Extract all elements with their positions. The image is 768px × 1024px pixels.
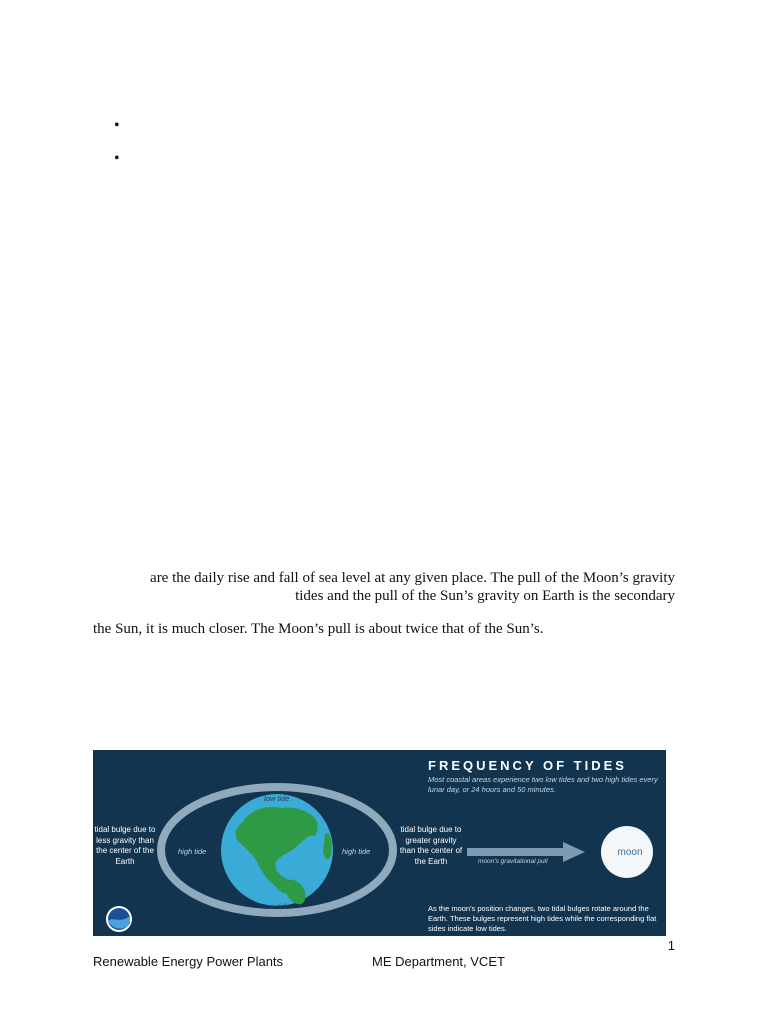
footer-left: Renewable Energy Power Plants [93, 954, 284, 969]
gravity-pull-label: moon's gravitational pull [478, 858, 548, 865]
footer-right: ME Department, VCET [372, 954, 505, 969]
paragraph-line-2: tides and the pull of the Sun’s gravity on Earth is the secondary [295, 588, 675, 604]
paragraph-line-1: are the daily rise and fall of sea level at any given place. The pull of the Moon’s gravity [150, 570, 675, 586]
infographic-title: FREQUENCY OF TIDES [428, 758, 627, 773]
infographic-subtitle: Most coastal areas experience two low tides and two high tides every lunar day, or 24 hours and 50 minutes. [428, 775, 658, 794]
moon-label: moon [617, 847, 643, 858]
bullet-1: • [114, 117, 120, 134]
low-tide-bottom-label: low tide [264, 902, 290, 911]
bullet-2: • [114, 150, 120, 167]
right-bulge-label: tidal bulge due to greater gravity than the center of the Earth [399, 825, 463, 866]
infographic-footnote: As the moon's position changes, two tidal bulges rotate around the Earth. These bulges represent high tides while the corresponding flat sides indicate low tides. [428, 904, 657, 933]
paragraph-line-3: the Sun, it is much closer. The Moon’s pull is about twice that of the Sun’s. [93, 621, 544, 637]
high-tide-right-label: high tide [342, 847, 371, 856]
tides-infographic [93, 750, 666, 936]
low-tide-top-label: low tide [264, 794, 290, 803]
page-number: 1 [667, 938, 675, 953]
left-bulge-label: tidal bulge due to less gravity than the center of the Earth [94, 825, 156, 866]
high-tide-left-label: high tide [178, 847, 207, 856]
